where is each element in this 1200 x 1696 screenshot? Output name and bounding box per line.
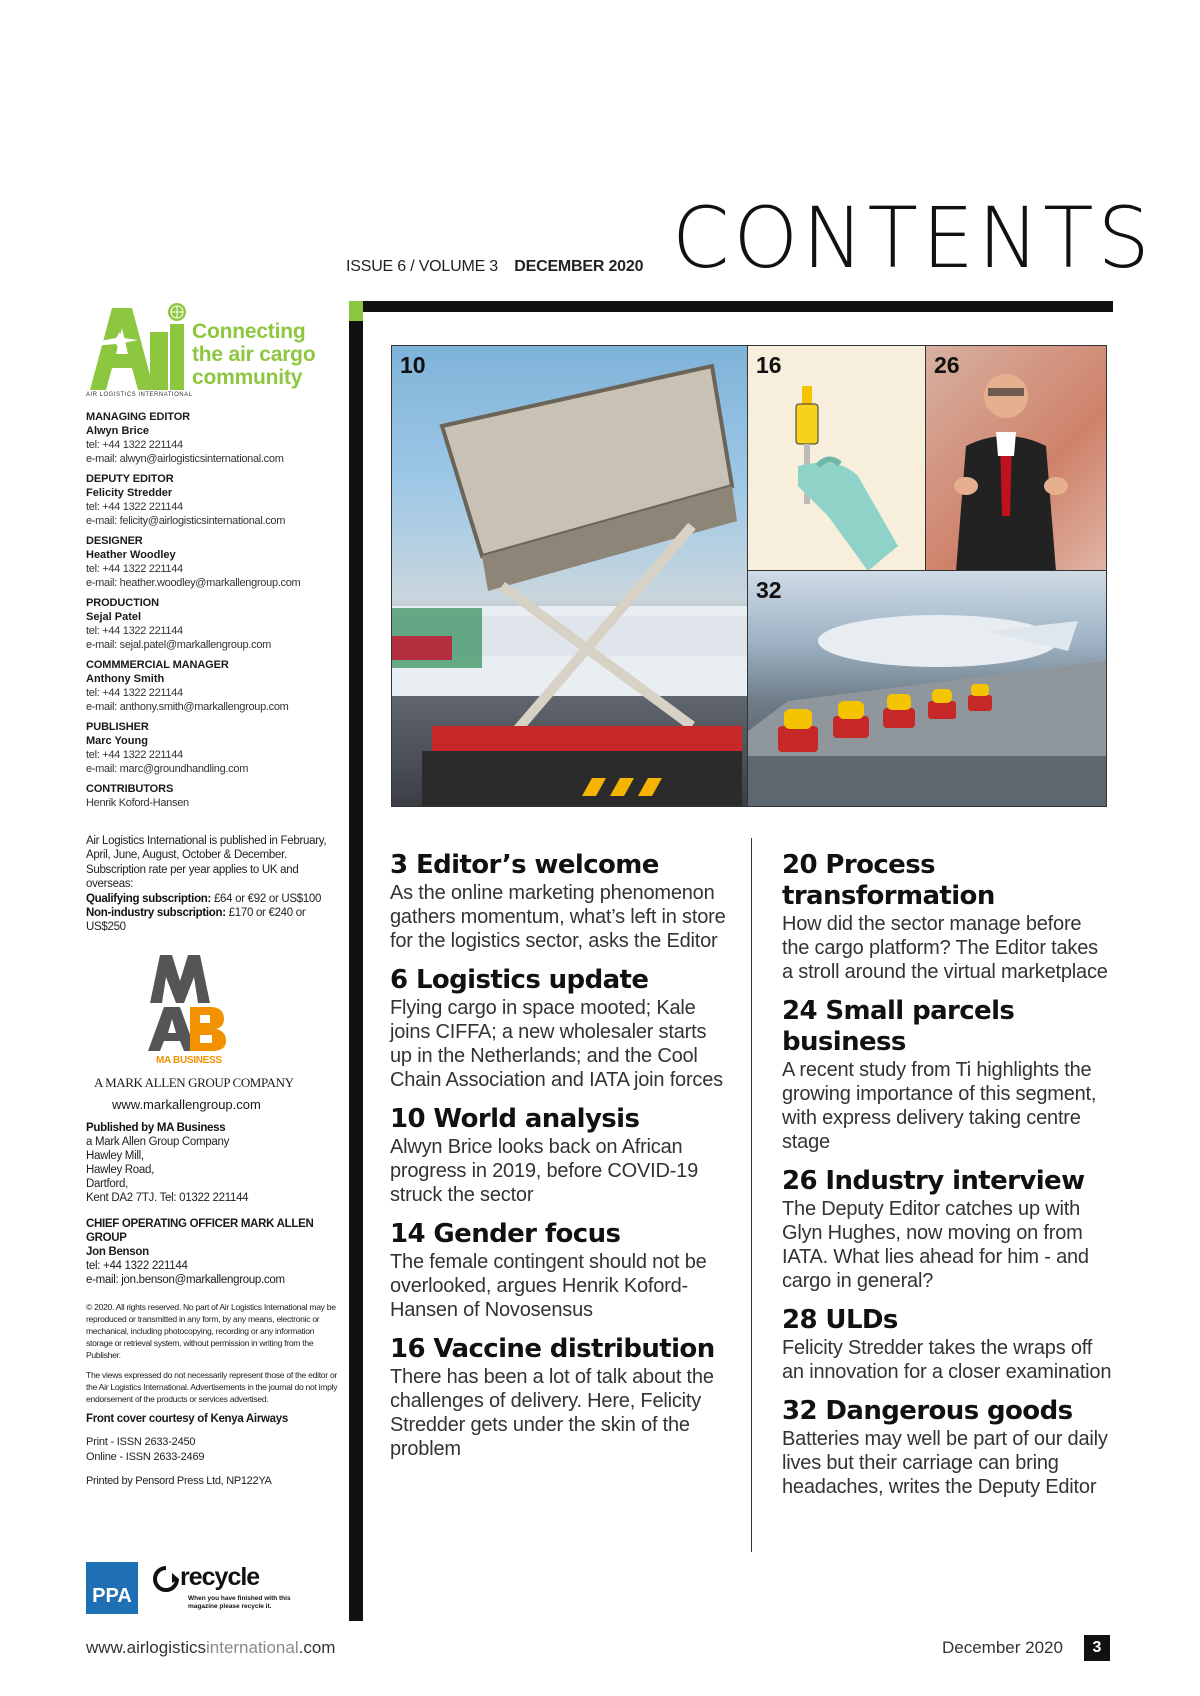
contents-item-title: 26 Industry interview xyxy=(782,1166,1085,1196)
contents-item-desc: Felicity Stredder takes the wraps off an innovation for a closer examination xyxy=(782,1337,1112,1383)
photo-page-number: 16 xyxy=(756,352,782,378)
mab-logo: MA BUSINESS A MARK ALLEN GROUP COMPANY www.markallengroup.com xyxy=(86,945,341,1115)
contents-item[interactable] xyxy=(782,996,1112,1154)
cargo-loader-illustration xyxy=(392,346,749,806)
contents-item[interactable] xyxy=(390,965,730,1092)
issue-volume: ISSUE 6 / VOLUME 3 xyxy=(346,258,499,275)
staff-entry: MANAGING EDITOR Alwyn Brice tel: +44 1322 221144 e-mail: alwyn@airlogisticsinternational.com xyxy=(86,411,284,465)
contents-item[interactable] xyxy=(390,1219,730,1322)
footer-website-link[interactable]: www.airlogisticsinternational.com xyxy=(86,1638,336,1657)
contents-item-desc: Alwyn Brice looks back on African progress in 2019, before COVID-19 struck the sector xyxy=(390,1136,699,1206)
photo-page-number: 10 xyxy=(400,352,426,378)
contents-item-title: 24 Small parcels business xyxy=(782,996,1015,1057)
contents-item[interactable] xyxy=(390,1104,730,1207)
contents-item-title: 32 Dangerous goods xyxy=(782,1396,1073,1426)
staff-entry: DEPUTY EDITOR Felicity Stredder tel: +44 1322 221144 e-mail: felicity@airlogisticsinternational.com xyxy=(86,473,286,527)
photo-industry-interview[interactable] xyxy=(925,345,1107,572)
contents-item-desc: A recent study from Ti highlights the growing importance of this segment, with express delivery taking centre stage xyxy=(782,1059,1097,1153)
contents-item-desc: Flying cargo in space mooted; Kale joins CIFFA; a new wholesaler starts up in the Netherlands; and the Cool Chain Association and IATA join forces xyxy=(390,997,723,1091)
contents-item[interactable] xyxy=(782,850,1112,984)
ali-logo xyxy=(86,296,341,404)
page-title: CONTENTS xyxy=(672,189,1154,287)
contents-item-desc: The Deputy Editor catches up with Glyn Hughes, now moving on from IATA. What lies ahead for him - and cargo in general? xyxy=(782,1198,1089,1292)
contents-item-title: 16 Vaccine distribution xyxy=(390,1334,715,1364)
recycle-icon xyxy=(152,1565,180,1593)
contents-item-desc: The female contingent should not be overlooked, argues Henrik Koford-Hansen of Novosensus xyxy=(390,1251,707,1321)
contents-item-title: 28 ULDs xyxy=(782,1305,898,1335)
speaker-illustration xyxy=(926,346,1106,571)
staff-entry: PUBLISHER Marc Young tel: +44 1322 221144 e-mail: marc@groundhandling.com xyxy=(86,721,249,775)
staff-entry: PRODUCTION Sejal Patel tel: +44 1322 221144 e-mail: sejal.patel@markallengroup.com xyxy=(86,597,272,651)
contents-item[interactable] xyxy=(782,1166,1112,1293)
mab-logo-mark xyxy=(146,951,226,1055)
subscription-info: Air Logistics International is published in February, April, June, August, October & December. Subscription rate per year applies to UK and overseas: Qualifying subscription: £64 or €92 or US$100 Non-industry subscription: £170 or €240 or US$250 xyxy=(86,835,327,934)
legal-notice: © 2020. All rights reserved. No part of Air Logistics International may be reproduced or transmitted in any form, by any means, electronic or mechanical, including photocopying, recording or any information storage or retrieval system, without permission in writing from the Publisher. The views expressed do not necessarily represent those of the editor or the Air Logistics International. Advertisements in the journal do not imply endorsement of the products or services advertised. xyxy=(86,1301,338,1404)
column-divider xyxy=(751,838,752,1552)
photo-page-number: 26 xyxy=(934,352,960,378)
masthead-sidebar xyxy=(86,296,341,1487)
photo-dangerous-goods[interactable] xyxy=(747,570,1107,807)
contents-item[interactable] xyxy=(390,1334,730,1461)
contents-item-title: 14 Gender focus xyxy=(390,1219,621,1249)
mag-company: A MARK ALLEN GROUP COMPANY xyxy=(94,1074,294,1090)
vaccine-syringe-illustration xyxy=(748,346,926,571)
contents-item-title: 3 Editor’s welcome xyxy=(390,850,659,880)
issue-date: DECEMBER 2020 xyxy=(514,258,644,275)
contents-column-left xyxy=(390,850,730,1473)
printer-credit: Printed by Pensord Press Ltd, NP122YA xyxy=(86,1474,272,1487)
issue-line xyxy=(346,258,643,276)
contents-item[interactable] xyxy=(782,1305,1112,1384)
ali-logo-mark xyxy=(86,302,186,394)
logo-tagline: Connecting the air cargo community xyxy=(192,320,316,389)
logo-subtitle: AIR LOGISTICS INTERNATIONAL xyxy=(86,392,193,398)
publisher-address: Published by MA Business a Mark Allen Group Company Hawley Mill, Hawley Road, Dartford, Kent DA2 7TJ. Tel: 01322 221144 xyxy=(86,1121,249,1204)
footer-date: December 2020 xyxy=(942,1638,1063,1657)
mag-url: www.markallengroup.com xyxy=(112,1096,261,1112)
vertical-rule xyxy=(349,301,363,1621)
contents-item-desc: As the online marketing phenomenon gathers momentum, what’s left in store for the logistics sector, asks the Editor xyxy=(390,882,726,952)
accent-block xyxy=(349,301,363,321)
contents-item[interactable] xyxy=(390,850,730,953)
contributors: CONTRIBUTORS Henrik Koford-Hansen xyxy=(86,783,189,809)
page-number: 3 xyxy=(1084,1635,1110,1661)
top-rule xyxy=(349,301,1113,312)
contents-item-desc: How did the sector manage before the cargo platform? The Editor takes a stroll around the virtual marketplace xyxy=(782,913,1108,983)
staff-list xyxy=(86,410,341,810)
contents-item[interactable] xyxy=(782,1396,1112,1499)
photo-vaccine[interactable] xyxy=(747,345,927,572)
contents-item-title: 20 Process transformation xyxy=(782,850,995,911)
ppa-logo: PPA xyxy=(86,1562,138,1614)
photo-world-analysis[interactable] xyxy=(391,345,750,807)
staff-entry: DESIGNER Heather Woodley tel: +44 1322 221144 e-mail: heather.woodley@markallengroup.com xyxy=(86,535,301,589)
contents-item-desc: There has been a lot of talk about the challenges of delivery. Here, Felicity Stredder gets under the skin of the problem xyxy=(390,1366,714,1460)
photo-page-number: 32 xyxy=(756,577,782,603)
recycle-logo: recycle When you have finished with this magazine please recycle it. xyxy=(152,1563,302,1613)
contents-item-desc: Batteries may well be part of our daily lives but their carriage can bring headaches, writes the Deputy Editor xyxy=(782,1428,1108,1498)
contents-column-right xyxy=(782,850,1112,1511)
staff-entry: COMMMERCIAL MANAGER Anthony Smith tel: +44 1322 221144 e-mail: anthony.smith@markallengroup.com xyxy=(86,659,289,713)
cover-credit: Front cover courtesy of Kenya Airways xyxy=(86,1412,288,1425)
airport-batteries-illustration xyxy=(748,571,1106,806)
contents-item-title: 6 Logistics update xyxy=(390,965,649,995)
issn: Print - ISSN 2633-2450 Online - ISSN 2633-2469 xyxy=(86,1435,205,1463)
coo-block: CHIEF OPERATING OFFICER MARK ALLEN GROUP Jon Benson tel: +44 1322 221144 e-mail: jon.benson@markallengroup.com xyxy=(86,1217,314,1286)
contents-item-title: 10 World analysis xyxy=(390,1104,640,1134)
